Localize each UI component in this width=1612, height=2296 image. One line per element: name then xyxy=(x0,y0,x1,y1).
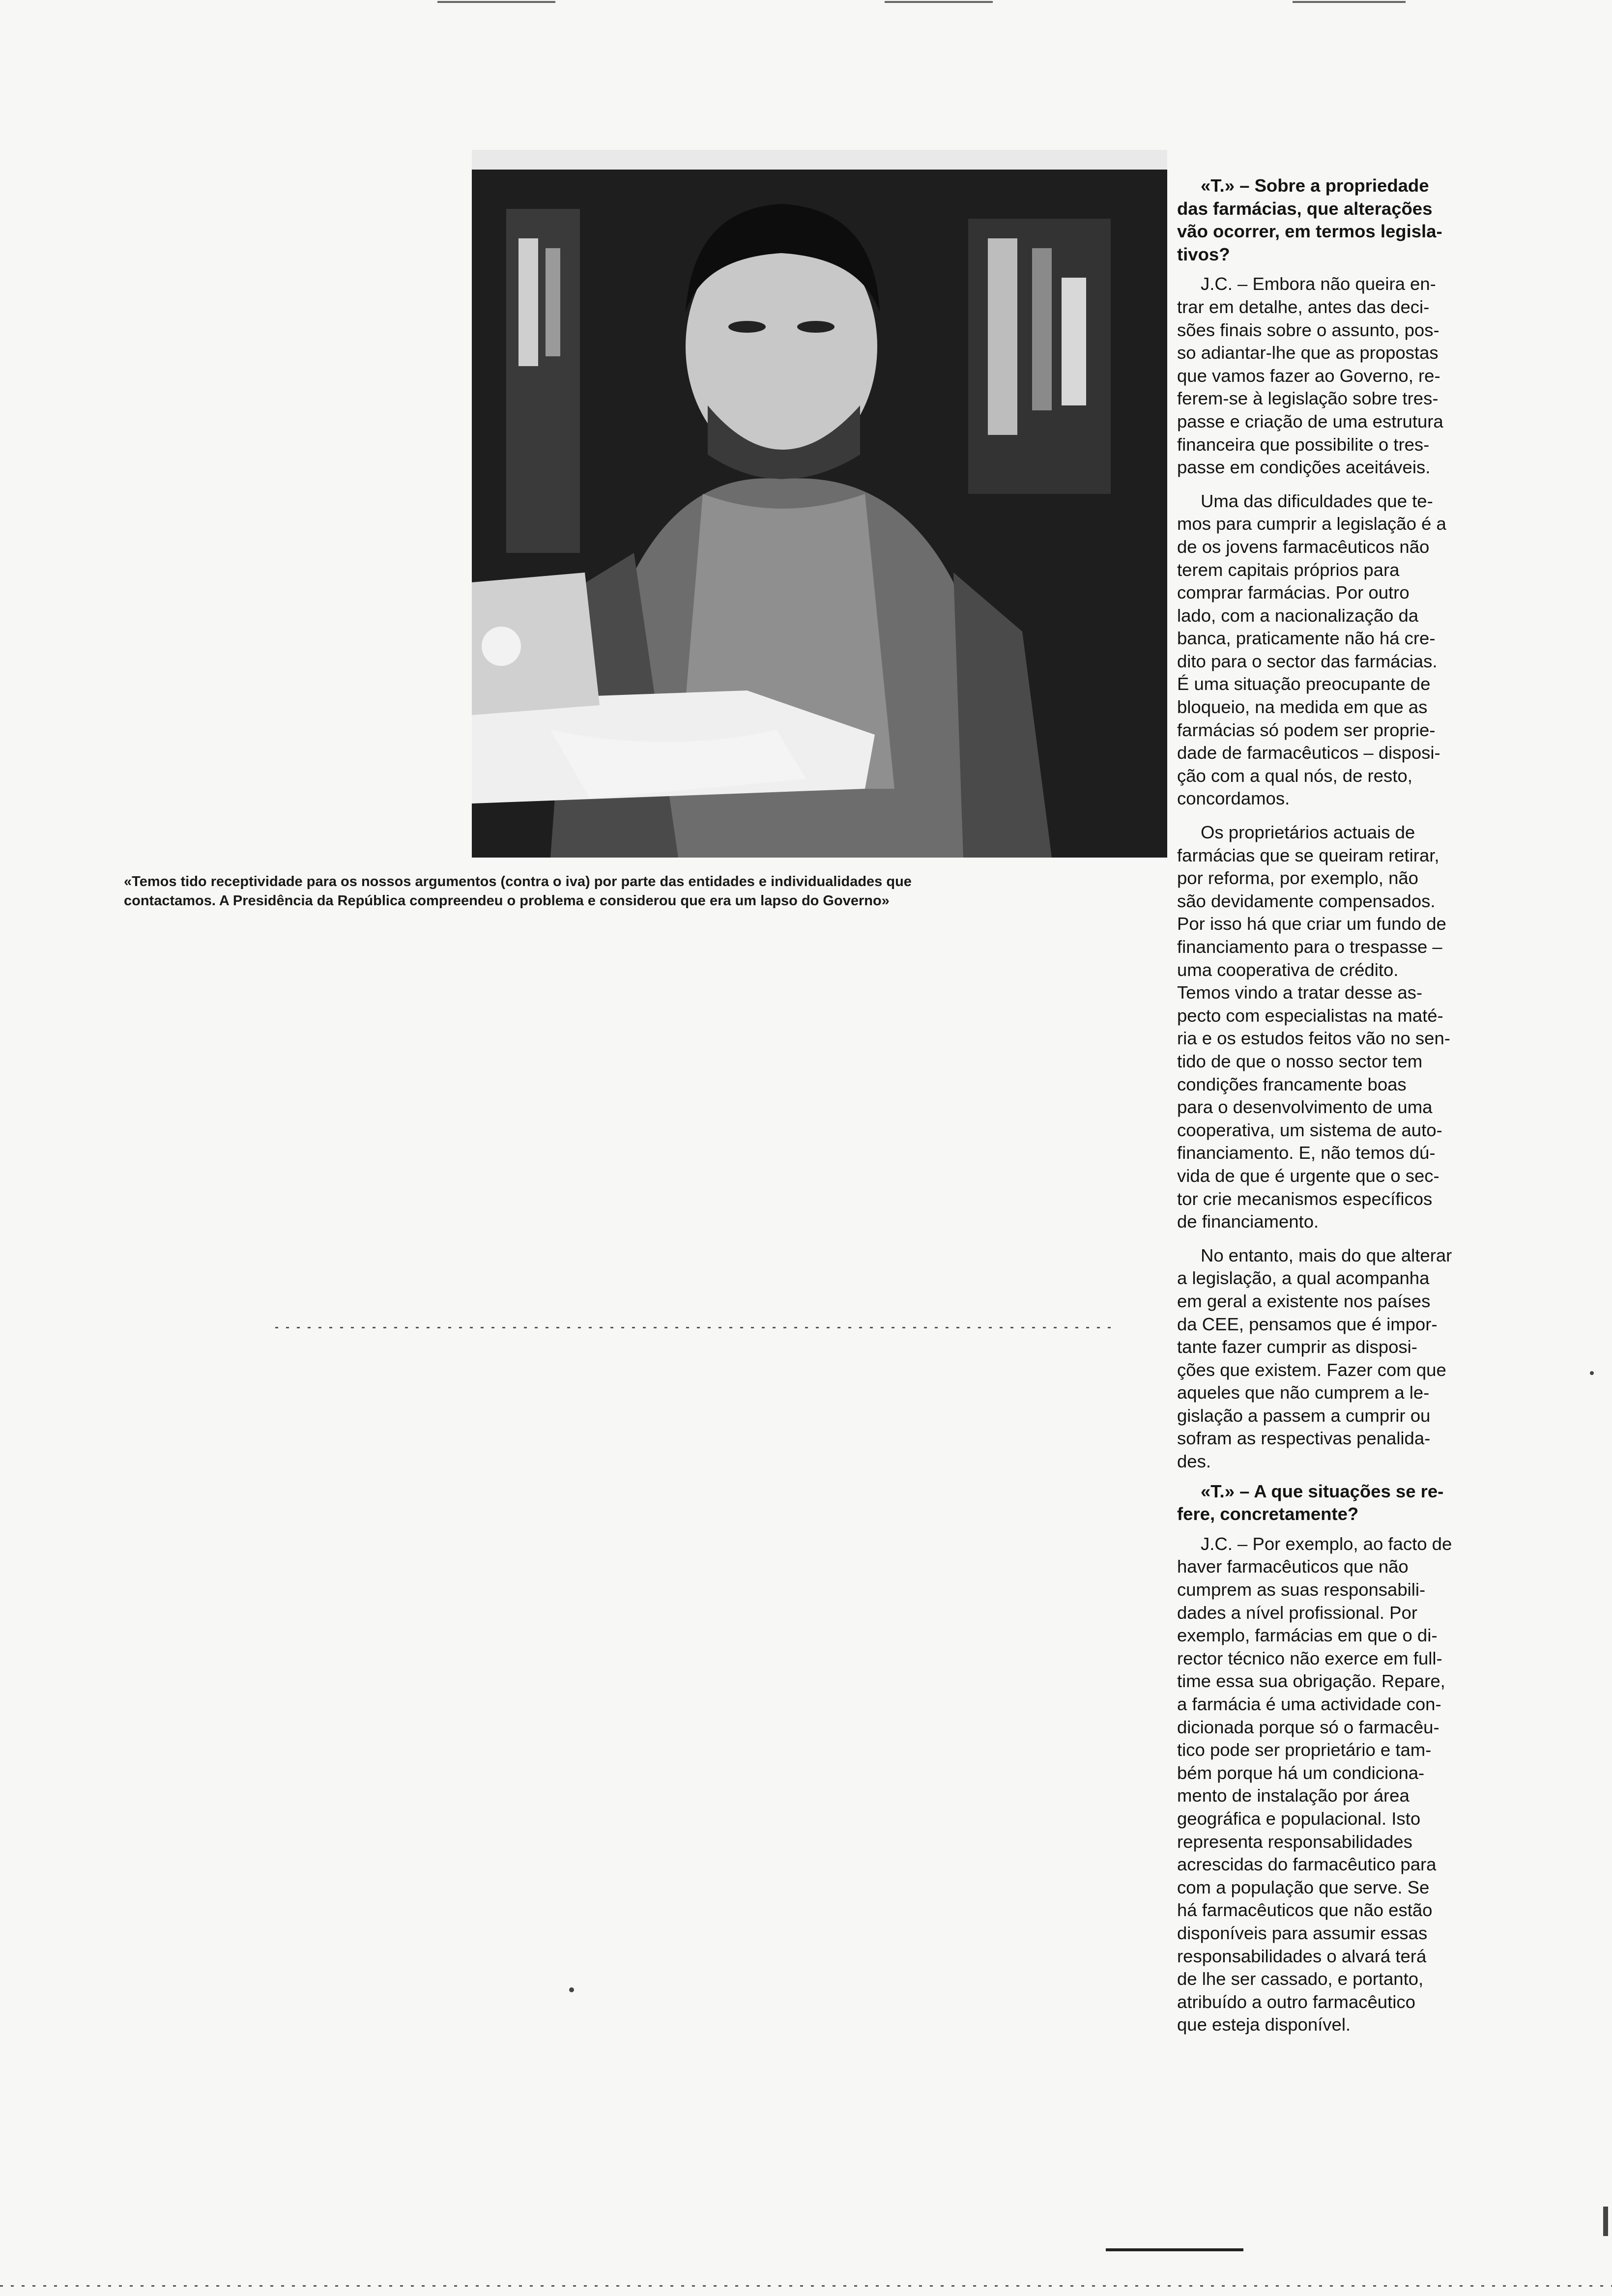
article-line: concordamos. xyxy=(1177,788,1290,809)
article-line: a legislação, a qual acompanha xyxy=(1177,1268,1430,1289)
article-line: gislação a passem a cumprir ou xyxy=(1177,1405,1431,1426)
article-line: des. xyxy=(1177,1451,1211,1472)
article-line: sofram as respectivas penalida- xyxy=(1177,1428,1431,1449)
article-line: tor crie mecanismos específicos xyxy=(1177,1188,1433,1209)
article-line: haver farmacêuticos que não xyxy=(1177,1556,1409,1577)
article-line: são devidamente compensados. xyxy=(1177,890,1436,911)
scan-speck xyxy=(1590,1371,1594,1375)
question-paragraph xyxy=(1177,174,1524,266)
interview-photo xyxy=(472,150,1167,858)
article-line: vão ocorrer, em termos legisla- xyxy=(1177,221,1442,242)
article-line: vida de que é urgente que o sec- xyxy=(1177,1165,1439,1186)
article-line: pecto com especialistas na maté- xyxy=(1177,1005,1443,1026)
answer-paragraph xyxy=(1177,490,1524,810)
article-line: com a população que serve. Se xyxy=(1177,1877,1430,1897)
article-line: uma cooperativa de crédito. xyxy=(1177,959,1399,980)
article-line: time essa sua obrigação. Repare, xyxy=(1177,1671,1445,1692)
article-line: trar em detalhe, antes das deci- xyxy=(1177,296,1430,317)
article-line: passe e criação de uma estrutura xyxy=(1177,411,1443,431)
answer-paragraph xyxy=(1177,273,1524,479)
article-line: dicionada porque só o farmacêu- xyxy=(1177,1717,1439,1737)
answer-paragraph xyxy=(1177,1244,1524,1473)
article-line: Temos vindo a tratar desse as- xyxy=(1177,982,1423,1003)
article-line: farmácias que se queiram retirar, xyxy=(1177,845,1439,865)
scan-speck xyxy=(1603,2207,1608,2236)
article-line: farmácias só podem ser proprie- xyxy=(1177,719,1436,740)
caption-line: «Temos tido receptividade para os nossos argumentos (contra o iva) por parte das entidades e individualidades que xyxy=(124,874,912,890)
scan-noise xyxy=(0,2285,1612,2287)
article-line: financeira que possibilite o tres- xyxy=(1177,434,1430,455)
article-line: da CEE, pensamos que é impor- xyxy=(1177,1314,1438,1334)
article-line: ferem-se à legislação sobre tres- xyxy=(1177,388,1439,409)
article-line: tivos? xyxy=(1177,244,1230,264)
article-line: No entanto, mais do que alterar xyxy=(1201,1245,1452,1265)
answer-paragraph xyxy=(1177,1533,1524,2037)
article-line: de lhe ser cassado, e portanto, xyxy=(1177,1969,1424,1989)
article-line: ções que existem. Fazer com que xyxy=(1177,1359,1446,1380)
article-line: J.C. – Por exemplo, ao facto de xyxy=(1201,1533,1452,1554)
article-line: dade de farmacêuticos – disposi- xyxy=(1177,743,1440,763)
article-column xyxy=(1177,174,1524,2037)
article-line: comprar farmácias. Por outro xyxy=(1177,582,1410,603)
caption-line: contactamos. A Presidência da República compreendeu o problema e considerou que era um lapso do Governo» xyxy=(124,893,890,909)
bottom-rule xyxy=(1106,2248,1243,2251)
photo-caption xyxy=(124,872,1144,911)
scan-speck xyxy=(569,1987,574,1992)
article-line: cumprem as suas responsabili- xyxy=(1177,1579,1426,1600)
article-line: de os jovens farmacêuticos não xyxy=(1177,536,1430,557)
photo-illustration xyxy=(472,150,1167,858)
article-line: acrescidas do farmacêutico para xyxy=(1177,1854,1437,1875)
article-line: Os proprietários actuais de xyxy=(1201,822,1415,843)
article-line: cooperativa, um sistema de auto- xyxy=(1177,1119,1442,1140)
article-line: passe em condições aceitáveis. xyxy=(1177,457,1431,478)
question-paragraph xyxy=(1177,1480,1524,1526)
article-line: dito para o sector das farmácias. xyxy=(1177,651,1438,671)
article-line: ção com a qual nós, de resto, xyxy=(1177,765,1412,786)
article-line: exemplo, farmácias em que o di- xyxy=(1177,1625,1438,1646)
article-line: há farmacêuticos que não estão xyxy=(1177,1900,1433,1921)
article-line: atribuído a outro farmacêutico xyxy=(1177,1991,1415,2012)
article-line: aqueles que não cumprem a le- xyxy=(1177,1382,1430,1403)
article-line: representa responsabilidades xyxy=(1177,1831,1412,1852)
article-line: a farmácia é uma actividade con- xyxy=(1177,1694,1441,1714)
article-line: bém porque há um condiciona- xyxy=(1177,1762,1425,1783)
article-line: so adiantar-lhe que as propostas xyxy=(1177,343,1439,363)
article-line: fere, concretamente? xyxy=(1177,1504,1359,1524)
article-line: geográfica e populacional. Isto xyxy=(1177,1808,1421,1829)
article-line: banca, praticamente não há cre- xyxy=(1177,628,1436,649)
article-line: financiamento para o trespasse – xyxy=(1177,937,1442,957)
article-line: das farmácias, que alterações xyxy=(1177,198,1433,219)
article-line: mos para cumprir a legislação é a xyxy=(1177,514,1446,534)
article-line: de financiamento. xyxy=(1177,1211,1319,1232)
article-line: por reforma, por exemplo, não xyxy=(1177,868,1418,889)
article-line: ria e os estudos feitos vão no sen- xyxy=(1177,1028,1450,1049)
top-rule-mid xyxy=(885,1,993,3)
article-line: condições francamente boas xyxy=(1177,1074,1407,1094)
article-line: «T.» – Sobre a propriedade xyxy=(1201,175,1429,196)
article-line: lado, com a nacionalização da xyxy=(1177,605,1419,626)
article-line: em geral a existente nos países xyxy=(1177,1291,1431,1311)
article-line: Uma das dificuldades que te- xyxy=(1201,490,1433,511)
article-line: para o desenvolvimento de uma xyxy=(1177,1097,1433,1118)
article-line: sões finais sobre o assunto, pos- xyxy=(1177,319,1439,340)
scan-noise xyxy=(275,1327,1111,1328)
article-line: «T.» – A que situações se re- xyxy=(1201,1481,1444,1501)
article-line: tido de que o nosso sector tem xyxy=(1177,1051,1423,1071)
article-line: bloqueio, na medida em que as xyxy=(1177,697,1428,718)
article-line: responsabilidades o alvará terá xyxy=(1177,1946,1427,1966)
article-line: dades a nível profissional. Por xyxy=(1177,1602,1417,1623)
article-line: J.C. – Embora não queira en- xyxy=(1201,274,1436,294)
article-line: Por isso há que criar um fundo de xyxy=(1177,914,1446,934)
article-line: mento de instalação por área xyxy=(1177,1785,1410,1806)
article-line: que esteja disponível. xyxy=(1177,2014,1351,2035)
article-line: tico pode ser proprietário e tam- xyxy=(1177,1740,1432,1760)
article-line: É uma situação preocupante de xyxy=(1177,674,1431,694)
article-line: terem capitais próprios para xyxy=(1177,559,1400,580)
article-line: disponíveis para assumir essas xyxy=(1177,1923,1428,1943)
article-line: rector técnico não exerce em full- xyxy=(1177,1648,1442,1668)
top-rule-left xyxy=(437,1,555,3)
article-line: que vamos fazer ao Governo, re- xyxy=(1177,365,1440,386)
article-line: financiamento. E, não temos dú- xyxy=(1177,1143,1436,1163)
answer-paragraph xyxy=(1177,821,1524,1234)
article-line: tante fazer cumprir as disposi- xyxy=(1177,1337,1417,1357)
top-rule-right xyxy=(1293,1,1406,3)
